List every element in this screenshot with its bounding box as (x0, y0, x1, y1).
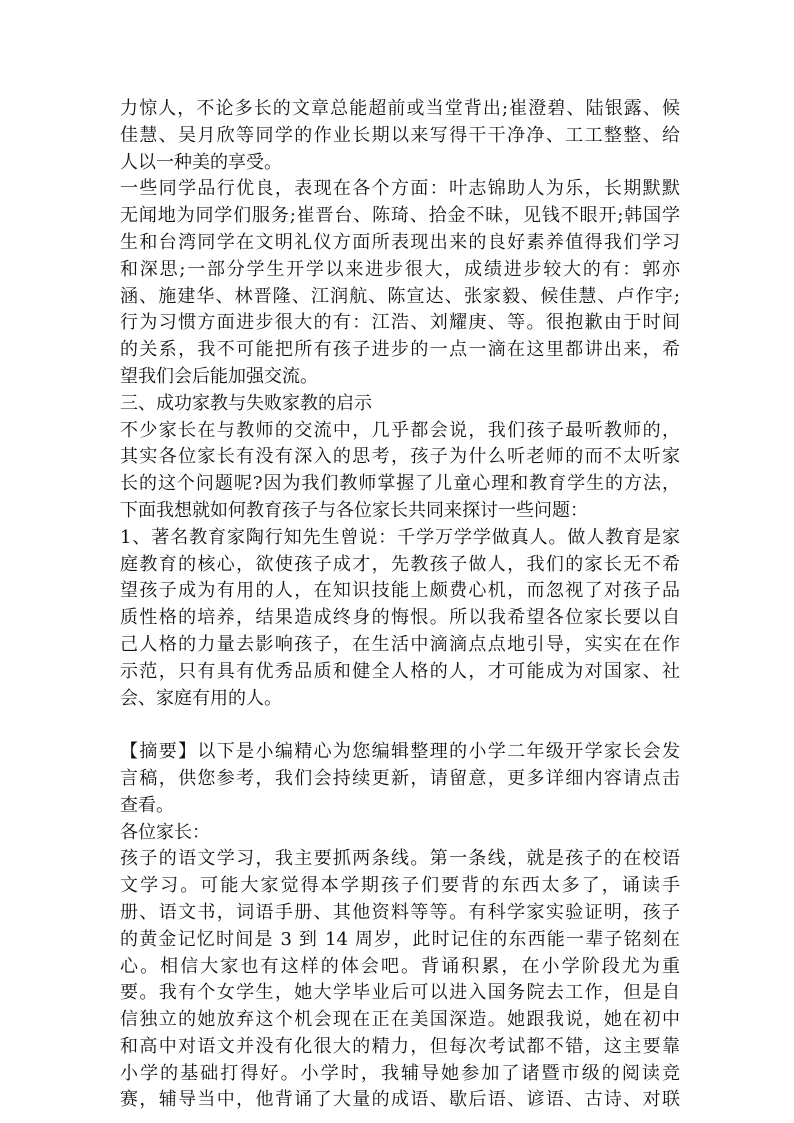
text-line: 1、著名教育家陶行知先生曾说：千学万学学做真人。做人教育是家 (120, 526, 680, 548)
text-line: 生和台湾同学在文明礼仪方面所表现出来的良好素养值得我们学习 (120, 231, 680, 253)
text-line: 要。我有个女学生，她大学毕业后可以进入国务院去工作，但是自 (120, 982, 680, 1004)
section-heading: 三、成功家教与失败家教的启示 (120, 392, 372, 414)
text-line: 心。相信大家也有这样的体会吧。背诵积累，在小学阶段尤为重 (120, 955, 680, 977)
text-line: 会、家庭有用的人。 (120, 687, 282, 709)
text-line: 示范，只有具有优秀品质和健全人格的人，才可能成为对国家、社 (120, 660, 680, 682)
text-line: 长的这个问题呢?因为我们教师掌握了儿童心理和教育学生的方法， (120, 473, 680, 495)
section-parent-speech (120, 739, 680, 1114)
text-line: 涵、施建华、林晋隆、江润航、陈宣达、张家毅、候佳慧、卢作宇; (120, 285, 680, 307)
text-line: 无闻地为同学们服务;崔晋台、陈琦、拾金不昧，见钱不眼开;韩国学 (120, 205, 680, 227)
text-line: 望孩子成为有用的人，在知识技能上颇费心机，而忽视了对孩子品 (120, 580, 680, 602)
text-line: 赛，辅导当中，他背诵了大量的成语、歇后语、谚语、古诗、对联 (120, 1089, 680, 1111)
text-line: 和深思;一部分学生开学以来进步很大，成绩进步较大的有：郭亦 (120, 258, 680, 280)
text-line: 【摘要】以下是小编精心为您编辑整理的小学二年级开学家长会发 (120, 741, 680, 763)
text-line: 庭教育的核心，欲使孩子成才，先教孩子做人，我们的家长无不希 (120, 553, 680, 575)
text-line: 的黄金记忆时间是 3 到 14 周岁，此时记住的东西能一辈子铭刻在 (120, 928, 680, 950)
text-line: 信独立的她放弃这个机会现在正在美国深造。她跟我说，她在初中 (120, 1009, 680, 1031)
text-line: 查看。 (120, 794, 174, 816)
text-line: 一些同学品行优良，表现在各个方面：叶志锦助人为乐，长期默默 (120, 178, 680, 200)
text-line: 行为习惯方面进步很大的有：江浩、刘耀庚、等。很抱歉由于时间 (120, 312, 680, 334)
text-line: 望我们会后能加强交流。 (120, 365, 318, 387)
text-line: 小学的基础打得好。小学时，我辅导她参加了诸暨市级的阅读竞 (120, 1062, 680, 1084)
document-page (120, 96, 680, 1114)
paragraph-gap (120, 712, 680, 739)
text-line: 孩子的语文学习，我主要抓两条线。第一条线，就是孩子的在校语 (120, 848, 680, 870)
text-line: 力惊人，不论多长的文章总能超前或当堂背出;崔澄碧、陆银露、候 (120, 98, 680, 119)
text-line: 下面我想就如何教育孩子与各位家长共同来探讨一些问题： (120, 499, 588, 521)
text-line: 文学习。可能大家觉得本学期孩子们要背的东西太多了，诵读手 (120, 875, 680, 897)
text-line: 佳慧、吴月欣等同学的作业长期以来写得干干净净、工工整整、给 (120, 124, 680, 146)
text-line: 其实各位家长有没有深入的思考，孩子为什么听老师的而不太听家 (120, 446, 680, 468)
text-line: 质性格的培养，结果造成终身的悔恨。所以我希望各位家长要以自 (120, 607, 680, 629)
text-line: 言稿，供您参考，我们会持续更新，请留意，更多详细内容请点击 (120, 767, 680, 789)
section-student-praise (120, 96, 680, 712)
text-line: 己人格的力量去影响孩子，在生活中滴滴点点地引导，实实在在作 (120, 633, 680, 655)
text-line: 不少家长在与教师的交流中，几乎都会说，我们孩子最听教师的， (120, 419, 680, 441)
text-line: 册、语文书，词语手册、其他资料等等。有科学家实验证明，孩子 (120, 901, 680, 923)
salutation: 各位家长： (120, 821, 210, 843)
text-line: 和高中对语文并没有化很大的精力，但每次考试都不错，这主要靠 (120, 1035, 680, 1057)
text-line: 的关系，我不可能把所有孩子进步的一点一滴在这里都讲出来，希 (120, 339, 680, 361)
text-line: 人以一种美的享受。 (120, 151, 282, 173)
